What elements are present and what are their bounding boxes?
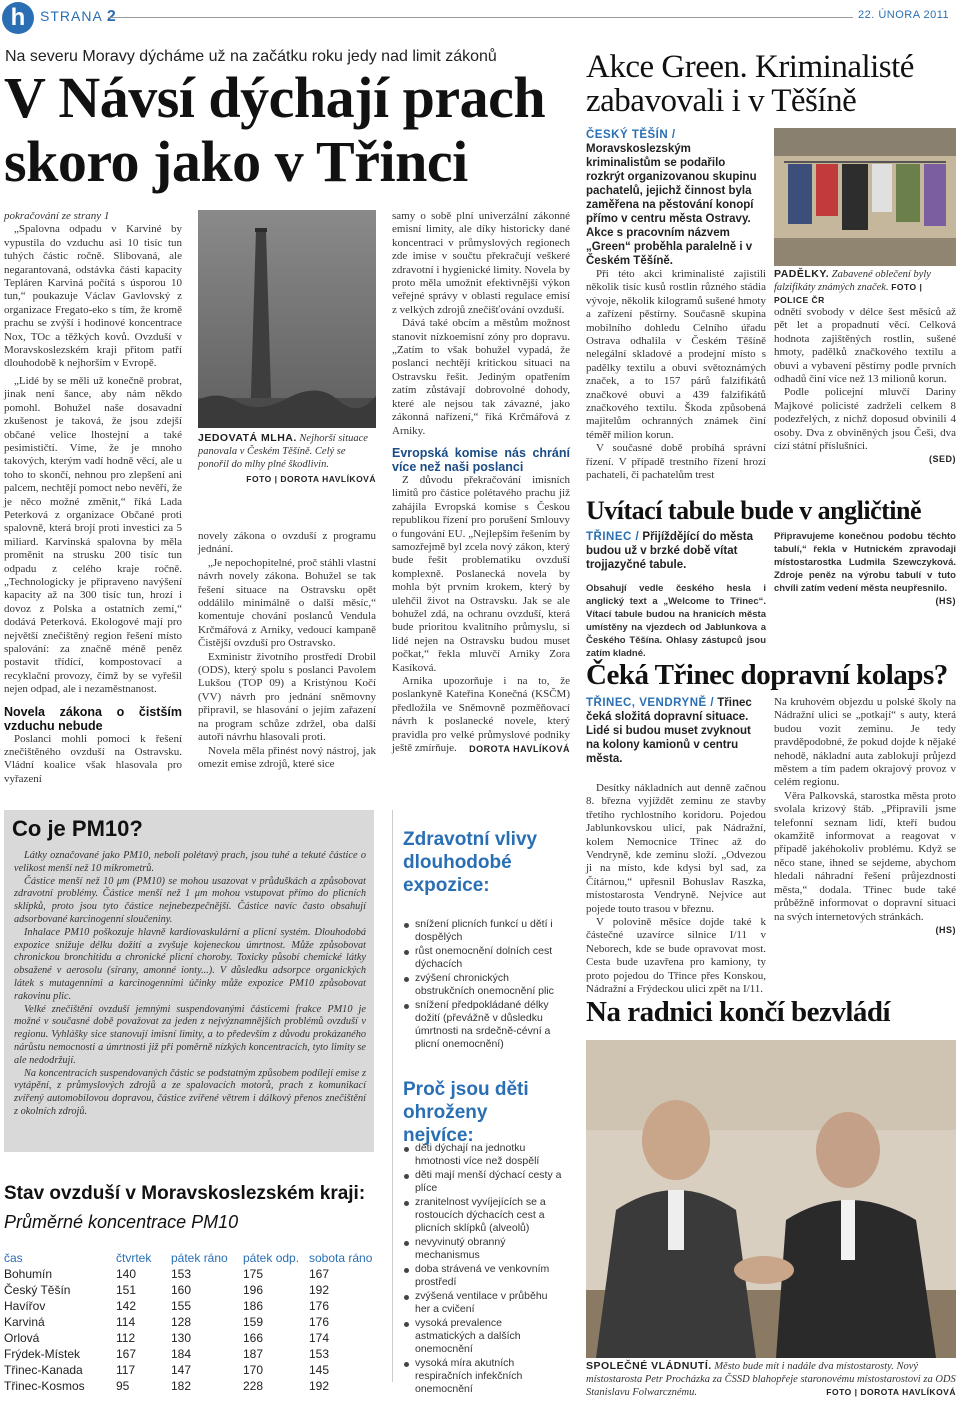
list-item: vysoká prevalence astmatických a dalších onemocnění bbox=[403, 1317, 563, 1356]
table-cell-value: 176 bbox=[309, 1299, 330, 1313]
table-cell-location: Karviná bbox=[4, 1315, 45, 1329]
table-cell-value: 167 bbox=[116, 1347, 137, 1361]
list-item: zvýšení chronických obstrukčních onemocnění plic bbox=[403, 972, 563, 998]
list-item: vysoká míra akutních respiračních infekčních onemocnění bbox=[403, 1357, 563, 1396]
header-bar bbox=[0, 0, 960, 36]
green-headline: Akce Green. Kriminalisté zabavovali i v Těšíně bbox=[586, 49, 914, 119]
pm10-title: Co je PM10? bbox=[12, 816, 143, 841]
list-item: nevyvinutý obranný mechanismus bbox=[403, 1236, 563, 1262]
list-item: doba strávená ve venkovním prostředí bbox=[403, 1263, 563, 1289]
pm10-text: Látky označované jako PM10, neboli polétavý prach, jsou tuhé a tekuté částice o velikost menší než 10 mikrometrů. Částice menší než 10 μm (PM10) se mohou usazovat v průduškách a způsobovat zdravotní problémy. Částice menší než 1 μm mohou vstupovat přímo do plicních sklípků, proto jsou tyto částice nejnebezpečnější. Částice navíc často obsahují adsorbované karcinogenní sloučeniny. Inhalace PM10 poškozuje hlavně kardiovaskulární a plicní systém. Dlouhodobá expozice snižuje délku dožití a zvyšuje kojeneckou úmrtnost. Může způsobovat chronickou bronchitidu a chronické plicní choroby. Toxicky působí chemické látky obsažené v aerosolu (sírany, amonné ionty...). V důsledku adsorpce organických látek s mutagenními a karcinogenními účinky může expozice PM10 způsobovat rakovinu plic. Velké znečištění ovzduší jemnými suspendovanými částicemi frakce PM10 je možné v současné době považovat za jeden z nejvýznamnějších problémů ovzduší v regionu. Vyhlášky sice stanovují imisní limity, a to především z důvodu prokázaného nárůstu nemocnosti a úmrtnosti již při poměrně nízkých koncentracích, tyto limity se ale nedodržují. Na koncentracích suspendovaných částic se podstatným způsobem podílejí emise z vytápění, z průmyslových zdrojů a ze spalovacích motorů, prach z komunikací zvířený automobilovou dopravou, částice zvířené větrem i dálkový přenos znečištění z okolních zdrojů. bbox=[14, 850, 366, 1117]
welcome-column-1: Obsahují vedle českého hesla i anglický text a „Welcome to Třinec“. Vítací tabule budou na hranicích města umístěny na vjezdech od Jablunkova a Českého Těšína. Ohlasy zástupců jsou zatím kladné. bbox=[586, 583, 766, 659]
table-cell-value: 151 bbox=[116, 1283, 137, 1297]
table-cell-value: 182 bbox=[171, 1379, 192, 1393]
green-lead: ČESKÝ TĚŠÍN / Moravskoslezským kriminalistům se podařilo rozkrýt organizovanou skupinu pachatelů, jejichž činnost byla zaměřena na pěstování konopí přímo v centru města Ostravy. Akce s pracovním názvem „Green“ proběhla paralelně i v Českém Těšíně. bbox=[586, 129, 757, 267]
radnice-caption: SPOLEČNÉ VLÁDNUTÍ. Město bude mít i nadále dva místostarosty. Nový místostarosta Petr Procházka za ČSSD blahopřeje staronovému místostarostovi za ODS Stanislavu Folwarcznému. FOTO | DOROTA HAVLÍKOVÁ bbox=[586, 1360, 956, 1398]
table-cell-value: 175 bbox=[243, 1267, 264, 1281]
table-cell-location: Orlová bbox=[4, 1331, 40, 1345]
table-row bbox=[4, 1314, 374, 1330]
table-header: sobota ráno bbox=[309, 1251, 373, 1265]
table-cell-value: 184 bbox=[171, 1347, 192, 1361]
list-item: snížení plicních funkcí u dětí i dospělých bbox=[403, 918, 563, 944]
table-row bbox=[4, 1330, 374, 1346]
kolaps-column-2: Na kruhovém objezdu u polské školy na Nádražní ulici se „potkají“ s auty, která budou vozit zeminu. Je tedy pravděpodobné, že pokud dojde k nějaké nehodě, nákladní auta zablokují průjezd městem a tím padem okrajový provoz v celém regionu. Věra Palkovská, starostka města proto svolala krizový štáb. „Připravili jsme telefonní seznam lidí, kteří budou okamžitě informovat a reagovat v případě jakéhokoliv problému. Když se něco stane, ihned se sejdeme, abychom hledali náhradní řešení průjezdnosti města,“ dodala. Třinec bude také průběžně informovat o dopravní situaci na svých internetových stránkách. (HS) bbox=[774, 696, 956, 935]
table-row bbox=[4, 1298, 374, 1314]
table-cell-value: 167 bbox=[309, 1267, 330, 1281]
table-cell-value: 186 bbox=[243, 1299, 264, 1313]
table-cell-value: 95 bbox=[116, 1379, 130, 1393]
table-cell-value: 145 bbox=[309, 1363, 330, 1377]
table-row bbox=[4, 1282, 374, 1298]
table-cell-location: Třinec-Kanada bbox=[4, 1363, 83, 1377]
logo-icon: h bbox=[2, 2, 34, 34]
pm10-table bbox=[4, 1250, 374, 1394]
table-cell-location: Třinec-Kosmos bbox=[4, 1379, 85, 1393]
photo-caption: JEDOVATÁ MLHA. Nejhorší situace panovala v Českém Těšíně. Celý se ponořil do mlhy plné škodlivin. FOTO | DOROTA HAVLÍKOVÁ bbox=[198, 432, 376, 484]
table-cell-value: 159 bbox=[243, 1315, 264, 1329]
welcome-lead: TŘINEC / Přijíždějící do města budou už v brzké době vítat trojjazyčné tabule. bbox=[586, 531, 753, 571]
table-row bbox=[4, 1266, 374, 1282]
table-cell-value: 153 bbox=[171, 1267, 192, 1281]
children-list bbox=[403, 1142, 563, 1397]
table-cell-location: Bohumín bbox=[4, 1267, 53, 1281]
table-cell-value: 166 bbox=[243, 1331, 264, 1345]
subhead: Novela zákona o čistším vzduchu nebude bbox=[4, 704, 182, 733]
table-cell-location: Havířov bbox=[4, 1299, 46, 1313]
table-cell-value: 192 bbox=[309, 1379, 330, 1393]
green-caption: PADĚLKY. Zabavené oblečení byly falzifikáty známých značek. FOTO | POLICE ČR bbox=[774, 268, 931, 305]
green-column-1: Při této akci kriminalisté zajistili několik tisíc kusů rostlin různého stádia vývoje, několik kilogramů sušené hmoty a zařízení pěstírny. Současně skupina mobilního dohledu Celního úřadu Ostrava odhalila v Českém Těšíně nelegální skladové a prodejní místo s padělky textilu a obuvi světoznámých značek, a to 157 párů falzifikátů značkové obuvi a 439 falzifikátů značkového textilu. Škoda způsobená majitelům ochranných známek činí téměř milion korun. V současné době probíhá správní řízení. V případě trestního řízení hrozí pachateli, či pachatelům trest bbox=[586, 268, 766, 482]
section-label: STRANA bbox=[40, 8, 103, 24]
table-cell-value: 160 bbox=[171, 1283, 192, 1297]
main-headline: V Návsí dýchají prach skoro jako v Třinci bbox=[4, 65, 546, 194]
table-cell-value: 187 bbox=[243, 1347, 264, 1361]
table-row bbox=[4, 1346, 374, 1362]
handshake-photo bbox=[586, 1040, 956, 1358]
table-cell-value: 128 bbox=[171, 1315, 192, 1329]
table-cell-value: 130 bbox=[171, 1331, 192, 1345]
table-cell-value: 112 bbox=[116, 1331, 136, 1345]
list-item: snížení předpokládané délky dožití (převážně v důsledku úmrtnosti na srdečně-cévní a plicní onemocnění) bbox=[403, 999, 563, 1051]
subhead: Evropská komise nás chrání více než naši poslanci bbox=[392, 445, 570, 474]
table-cell-value: 174 bbox=[309, 1331, 330, 1345]
children-title: Proč jsou děti ohroženy nejvíce: bbox=[403, 1079, 529, 1146]
table-cell-value: 140 bbox=[116, 1267, 137, 1281]
health-box bbox=[392, 810, 570, 1395]
list-item: zranitelnost vyvíjejících se a rostoucích dýchacích cest a plicních sklípků (alveolů) bbox=[403, 1196, 563, 1235]
list-item: děti mají menší dýchací cesty a plíce bbox=[403, 1169, 563, 1195]
date: 22. ÚNORA 2011 bbox=[858, 9, 950, 21]
list-item: děti dýchají na jednotku hmotnosti více než dospělí bbox=[403, 1142, 563, 1168]
table-cell-value: 176 bbox=[309, 1315, 330, 1329]
kolaps-column-1: Desítky nákladních aut denně začnou 8. března vyjíždět zeminu ze stavby třetího rychlostního koridoru. Pojedou Jablunkovskou ulicí, pak Nádražní, kolem Nemocnice Třinec až do Vendryně, kde zeminu složí. „Odvezou ji na místo, kde kdysi byl sad, za Čítárnou,“ upřesnil Bohuslav Raszka, místostarosta Vendryně. Nejvíce aut pojede touto trasou v březnu. V polovině měsíce dojde také k částečné uzavírce silnice I/11 v Neborech, kde se bude opravovat most. Cesta bude uzavřena pro kamiony, ty proto pojedou do Třince přes Konskou, Nádražní a Frýdeckou ulici zpět na I/11. bbox=[586, 782, 766, 996]
kolaps-lead: TŘINEC, VENDRYNĚ / Třinec čeká složitá dopravní situace. Lidé si budou muset zvyknout na kolony kamionů v centru města. bbox=[586, 697, 752, 765]
table-cell-value: 192 bbox=[309, 1283, 330, 1297]
table-subtitle: Průměrné koncentrace PM10 bbox=[4, 1212, 239, 1232]
table-cell-value: 196 bbox=[243, 1283, 264, 1297]
table-cell-location: Frýdek-Místek bbox=[4, 1347, 81, 1361]
welcome-headline: Uvítací tabule bude v angličtině bbox=[586, 496, 922, 525]
table-cell-value: 153 bbox=[309, 1347, 330, 1361]
list-item: zvýšená ventilace v průběhu her a cvičení bbox=[403, 1290, 563, 1316]
health-title: Zdravotní vlivy dlouhodobé expozice: bbox=[403, 829, 538, 896]
main-column-2: novely zákona o ovzduší z programu jednání. „Je nepochopitelné, proč stáhli vlastní návrh novely zákona. Bohužel se tak řešení situace na Ostravsku opět oddálilo minimálně o další měsíc,“ komentuje chování poslanců Vendula Krčmářová z Arniky, vedoucí kampaně Čistější ovzduší pro Ostravsko. Exministr životního prostředí Drobil (ODS), který spolu s poslanci Pavolem Lukšou (TOP 09) a Kristýnou Kočí (VV) návrh pro jednání sněmovny připravil, se hlasování o jejím zařazení na program schůze zdržel, oba další autoři návrhu hlasovali proti. Novela měla přinést nový nástroj, jak omezit emise zdrojů, které sice bbox=[198, 530, 376, 770]
main-column-3: samy o sobě plní univerzální zákonné emisní limity, ale díky historicky dané koncentraci v průmyslových regionech zde imise v součtu překračují veškeré zdravotní i hygienické limity. Novela by proto měla umožnit efektivnější výkon veřejné správy v oblasti regulace emisí z velkých zdrojů znečišťování ovzduší. Dává také obcím a městům možnost stanovit nízkoemisní zóny pro dopravu. „Zatím to však bohužel vypadá, že poslanci nechtějí kritickou situaci na Ostravsku řešit. Jediným opatřením zatím zůstávají dobrovolné dohody, které ale nejsou tak závazné, jako zákonná nařízení,“ říká Krčmářová z Arniky. Evropská komise nás chrání více než naši poslanci Z důvodu překračování imisních limitů pro částice polétavého prachu již zahájila Evropská komise s Českou republikou řízení pro porušení Smlouvy o fungování EU. „Nejlepším řešením by samozřejmě byl zcela nový zákon, který bude řešit problematiku ovzduší komplexně. Poslanecká novela by mohla být prvním krokem, který by ulehčil život na Ostravsku. Jak se ale bohužel zdá, na ochranu ovzduší, která bude prioritou kvalitního průmyslu, si lidé nejen na Ostravsku budou muset počkat,“ řekla mluvčí Arniky Zora Kasíková. Arnika upozorňuje i na to, že poslankyně Kateřina Konečná (KSČM) předložila ve Sněmovně pozměňovací návrh k poslanecké novele, který pravidla pro velké průmyslové podniky ještě zmírňuje. DOROTA HAVLÍKOVÁ bbox=[392, 210, 570, 755]
green-column-2: odnětí svobody v délce šest měsíců až pět let a propadnutí věcí. Celková hodnota zajištěných rostlin, sušené hmoty, padělků značkového textilu a obuvi a vybavení pěstírny podle prvních odhadů činí více než 13 milionů korun. Podle policejní mluvčí Dariny Majkové policisté zadrželi celkem 8 podezřelých, z nichž doposud obvinili 4 osoby. Dva z obviněných jsou Češi, dva cizí státní příslušníci. (SED) bbox=[774, 306, 956, 465]
table-cell-value: 117 bbox=[116, 1363, 136, 1377]
table-row bbox=[4, 1378, 374, 1394]
welcome-column-2: Připravujeme konečnou podobu těchto tabulí,“ řekla v Hutnickém zpravodaji místostarostka Ludmila Szewczyková. Zdroje peněz na výrobu tabulí v tuto chvíli zatím vedení města neupřesnilo. (HS) bbox=[774, 531, 956, 606]
table-cell-value: 155 bbox=[171, 1299, 192, 1313]
table-header: čtvrtek bbox=[116, 1251, 152, 1265]
clothes-photo bbox=[774, 128, 956, 266]
table-cell-location: Český Těšín bbox=[4, 1283, 71, 1297]
table-cell-value: 228 bbox=[243, 1379, 264, 1393]
table-header: čas bbox=[4, 1251, 23, 1265]
health-list bbox=[403, 918, 563, 1052]
table-cell-value: 170 bbox=[243, 1363, 264, 1377]
table-cell-value: 114 bbox=[116, 1315, 136, 1329]
list-item: růst onemocnění dolních cest dýchacích bbox=[403, 945, 563, 971]
pm10-box bbox=[4, 810, 374, 1152]
table-cell-value: 142 bbox=[116, 1299, 137, 1313]
table-header: pátek ráno bbox=[171, 1251, 228, 1265]
table-header-row bbox=[4, 1250, 374, 1266]
table-title: Stav ovzduší v Moravskoslezském kraji: bbox=[4, 1183, 366, 1204]
chimney-photo bbox=[198, 210, 376, 428]
kicker: Na severu Moravy dýcháme už na začátku roku jedy nad limit zákonů bbox=[5, 48, 497, 65]
kolaps-headline: Čeká Třinec dopravní kolaps? bbox=[586, 659, 948, 691]
radnice-headline: Na radnici končí bezvládí bbox=[586, 996, 891, 1028]
main-column-1: pokračování ze strany 1 „Spalovna odpadu v Karviné by vypustila do vzduchu asi 10 tisíc tun tuhých částic ročně. Slibovaná, ale negarantovaná, odstávka části kapacity Tepláren Karviná počítá s úsporou 10 tun,“ poukazuje Václav Gavlovský z organizace Fregato-eko s tím, že kromě prachu se zvýší i hodinové koncentrace Nox, TOc a těžkých kovů. Ovzduší v Moravskoslezském kraji přitom patří dlouhodobě k nejhorším v Evropě. „Lidé by se měli už konečně probrat, jinak není šance, aby nám někdo pomohl. Bohužel naše dosavadní zkušenost je taková, že jsou zdejší občané velice lhostejní a také pesimističtí. Víme, že je mnoho takových, kterým vadí hodně věcí, ale u toho to skončí, nehnou pro zlepšení ani palcem, nechtějí pomoct nebo nevěří, že je něco možné změnit,“ říká Lada Peterková z organizace Občané proti spalovně, která brojí proti investici za 5 miliard. Karvinská spalovna by měla proměnit na strusku 200 tisíc tun odpadu z celého kraje ročně. „Technologicky je připraveno navýšení kapacity až na 300 tisíc tun, hrozí i dovoz z Polska a ostatních zemí,“ dodává Peterková. Ekologové mají pro největší znečištěný region řešení místo spalování: za značně méně peněz postavit třídící, kompostovací a recyklační provozy, čímž by se vyřešil nejen odpad, ale i nezaměstnanost. Novela zákona o čistším vzduchu nebude Poslanci mohli pomoci k řešení znečištěného ovzduší na Ostravsku. Vládní koalice však hlasovala pro vyřazení bbox=[4, 210, 182, 785]
table-row bbox=[4, 1362, 374, 1378]
table-cell-value: 147 bbox=[171, 1363, 192, 1377]
table-header: pátek odp. bbox=[243, 1251, 300, 1265]
